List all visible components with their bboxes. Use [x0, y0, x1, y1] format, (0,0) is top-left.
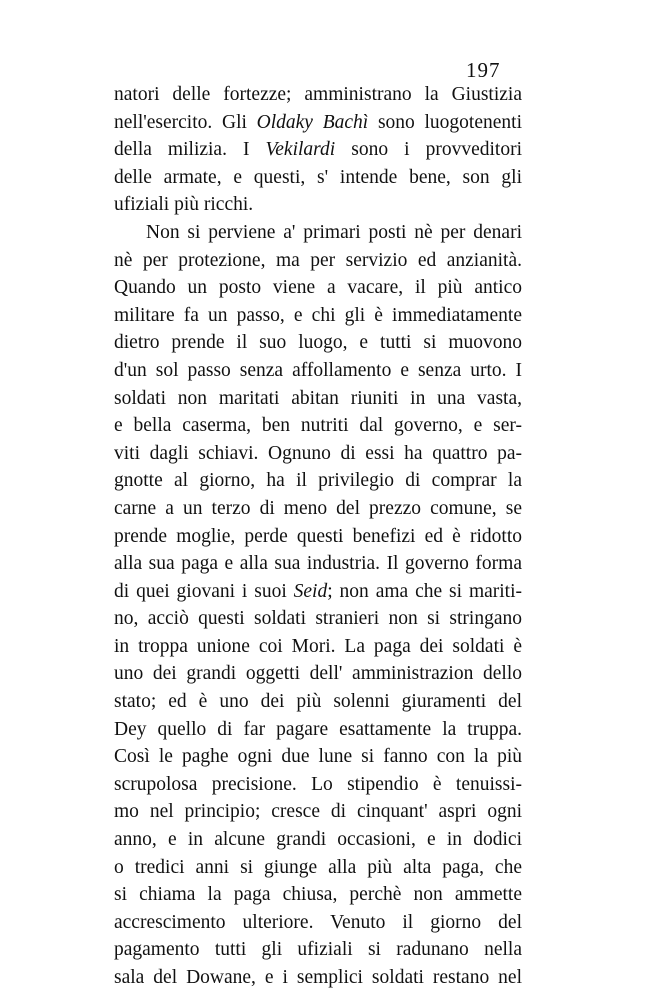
text-line: delle armate, e questi, s' intende bene, son gli — [114, 166, 522, 188]
text-line: soldati non maritati abitan riuniti in una vasta, — [114, 387, 522, 409]
text-line: scrupolosa precisione. Lo stipendio è tenuissi- — [114, 773, 522, 795]
text-line: uno dei grandi oggetti dell' amministrazion dello — [114, 663, 522, 685]
text-line: militare fa un passo, e chi gli è immediatamente — [114, 304, 522, 326]
text-line: d'un sol passo senza affollamento e senza urto. I — [114, 359, 522, 381]
text-line: carne a un terzo di meno del prezzo comune, se — [114, 497, 522, 519]
text-line: Non si perviene a' primari posti nè per denari — [146, 221, 522, 243]
text-line: anno, e in alcune grandi occasioni, e in dodici — [114, 829, 522, 851]
text-line: della milizia. I Vekilardi sono i provveditori — [114, 139, 522, 161]
text-line: prende moglie, perde questi benefizi ed è ridotto — [114, 525, 522, 547]
text-line: nè per protezione, ma per servizio ed anzianità. — [114, 249, 522, 271]
text-line: dietro prende il suo luogo, e tutti si muovono — [114, 332, 522, 354]
italic-term: Seid — [293, 580, 328, 602]
text-line: o tredici anni si giunge alla più alta paga, che — [114, 856, 522, 878]
text-line: alla sua paga e alla sua industria. Il governo forma — [114, 553, 522, 575]
text-line: Quando un posto viene a vacare, il più antico — [114, 277, 522, 299]
paragraph — [114, 219, 522, 992]
text-line: e bella caserma, ben nutriti dal governo, e ser- — [114, 415, 522, 437]
text-line: in troppa unione coi Mori. La paga dei soldati è — [114, 635, 522, 657]
text-line: di quei giovani i suoi Seid; non ama che si mariti- — [114, 580, 523, 602]
italic-term: Vekilardi — [265, 139, 336, 161]
text-line: viti dagli schiavi. Ognuno di essi ha quattro pa- — [114, 442, 522, 464]
page-number: 197 — [466, 58, 501, 82]
text-line: nell'esercito. Gli Oldaky Bachì sono luogotenenti — [114, 111, 522, 133]
text-line: Così le paghe ogni due lune si fanno con la più — [114, 746, 522, 768]
paragraph — [114, 81, 522, 219]
text-line: sala del Dowane, e i semplici soldati restano nel — [114, 967, 522, 988]
text-line: Dey quello di far pagare esattamente la truppa. — [114, 718, 522, 740]
text-line: stato; ed è uno dei più solenni giuramenti del — [114, 691, 522, 713]
text-line: pagamento tutti gli ufiziali si radunano nella — [114, 939, 522, 961]
text-line: no, acciò questi soldati stranieri non si stringano — [114, 608, 522, 630]
text-line: mo nel principio; cresce di cinquant' aspri ogni — [114, 801, 522, 823]
text-line: si chiama la paga chiusa, perchè non ammette — [114, 884, 522, 906]
italic-term: Oldaky Bachì — [256, 111, 369, 133]
body-text — [114, 81, 522, 992]
text-line: accrescimento ulteriore. Venuto il giorno del — [114, 911, 522, 933]
text-line: gnotte al giorno, ha il privilegio di comprar la — [114, 470, 522, 492]
text-line: natori delle fortezze; amministrano la Giustizia — [114, 84, 522, 105]
text-line: ufiziali più ricchi. — [114, 194, 254, 216]
